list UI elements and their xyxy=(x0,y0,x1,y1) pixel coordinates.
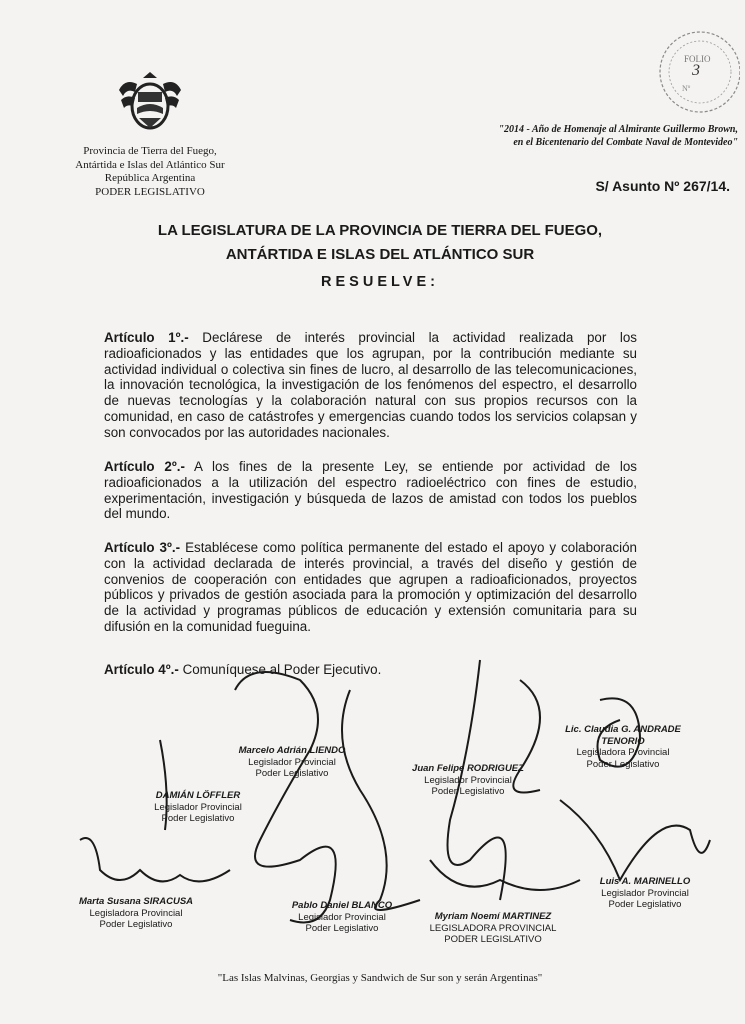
signatory-role: Legislador Provincial xyxy=(248,756,336,768)
signatory-name: Lic. Claudia G. ANDRADE TENORIO xyxy=(565,724,681,747)
signatory-body: Poder Legislativo xyxy=(608,899,682,910)
signatory-name: Myriam Noemí MARTINEZ xyxy=(434,911,552,922)
signatory-block xyxy=(272,900,412,935)
article-label: Artículo 3º.- xyxy=(104,540,181,555)
signatory-role: Legislador Provincial xyxy=(424,774,512,786)
signatory-name: DAMIÁN LÖFFLER xyxy=(155,790,241,801)
signatory-name: Marcelo Adrián LIENDO xyxy=(238,745,346,756)
signatory-role: LEGISLADORA PROVINCIAL xyxy=(429,922,557,934)
signatory-role: Legislador Provincial xyxy=(154,801,242,813)
resuelve-heading: RESUELVE: xyxy=(321,274,439,290)
article-text: A los fines de la presente Ley, se entiende por actividad de los radioaficionados a la utilización del espectro radioeléctrico con fines de estudio, experimentación, investigación y búsqueda de lazos de amistad con todos los pueblos del mundo. xyxy=(104,459,637,522)
article-4 xyxy=(104,662,637,678)
signatory-name: Marta Susana SIRACUSA xyxy=(78,896,194,907)
signatory-body: Poder Legislativo xyxy=(586,758,660,770)
signatory-block xyxy=(580,876,710,911)
signatory-block xyxy=(222,745,362,780)
coat-of-arms-emblem xyxy=(115,70,185,142)
province-line: Antártida e Islas del Atlántico Sur xyxy=(75,158,225,171)
signatory-block xyxy=(548,724,698,770)
article-3 xyxy=(104,540,637,635)
signatory-body: Poder Legislativo xyxy=(255,768,329,779)
resolution-title-line1: LA LEGISLATURA DE LA PROVINCIA DE TIERRA DEL FUEGO, xyxy=(157,222,603,239)
signatory-name: Juan Felipe RODRIGUEZ xyxy=(412,763,524,774)
signatory-name: Pablo Daniel BLANCO xyxy=(291,900,393,911)
year-motto xyxy=(420,123,738,149)
article-text: Establécese como política permanente del estado el apoyo y colaboración con la actividad declarada de interés provincial, a través del diseño y gestión de convenios de cooperación con entidades que agrupen a radioaficionados, proyectos públicos y privados de gestión asociada para la promoción y optimización del desarrollo de la actividad y programas públicos de educación y extensión comunitaria para su difusión en la comunidad fueguina. xyxy=(104,540,637,634)
signatory-role: Legislador Provincial xyxy=(601,887,689,899)
article-1 xyxy=(104,330,637,441)
signatory-body: Poder Legislativo xyxy=(99,919,173,930)
signatory-block xyxy=(66,896,206,931)
footer-malvinas-note: "Las Islas Malvinas, Georgias y Sandwich de Sur son y serán Argentinas" xyxy=(217,972,543,984)
signatory-role: Legisladora Provincial xyxy=(89,907,183,919)
province-line: República Argentina xyxy=(104,172,196,184)
signatory-block xyxy=(128,790,268,825)
province-letterhead xyxy=(55,145,245,199)
asunto-number: S/ Asunto Nº 267/14. xyxy=(595,178,730,194)
motto-line: en el Bicentenario del Combate Naval de Montevideo" xyxy=(513,137,738,148)
signatory-role: Legislador Provincial xyxy=(298,911,386,923)
resolution-title-line2: ANTÁRTIDA E ISLAS DEL ATLÁNTICO SUR xyxy=(225,246,535,263)
stamp-number: 3 xyxy=(692,62,700,79)
signatory-name: Luis A. MARINELLO xyxy=(599,876,691,887)
stamp-sub: Nº xyxy=(682,84,691,93)
stamp-label: FOLIO xyxy=(684,54,711,64)
signatory-body: PODER LEGISLATIVO xyxy=(444,934,542,945)
province-line: PODER LEGISLATIVO xyxy=(95,185,205,198)
article-2 xyxy=(104,459,637,522)
article-label: Artículo 1º.- xyxy=(104,330,189,345)
province-line: Provincia de Tierra del Fuego, xyxy=(83,145,217,157)
motto-line: "2014 - Año de Homenaje al Almirante Guillermo Brown, xyxy=(498,124,738,135)
signatory-block xyxy=(398,763,538,798)
article-text: Comuníquese al Poder Ejecutivo. xyxy=(182,662,382,677)
signatory-role: Legisladora Provincial xyxy=(576,747,670,758)
article-label: Artículo 2º.- xyxy=(104,459,185,474)
article-text: Declárese de interés provincial la actividad realizada por los radioaficionados y las entidades que los agrupan, por la contribución mediante su actividad individual o colectiva sin fines de lucro, al desarrollo de las telecomunicaciones, la innovación tecnológica, la investigación de los fenómenos del espectro, el desarrollo de nuevas tecnologías y la colaboración natural con sus propios recursos con la comunidad, en caso de catástrofes y emergencias cuando todos los servicios colapsan y son convocados por las autoridades nacionales. xyxy=(104,330,638,440)
article-label: Artículo 4º.- xyxy=(104,662,179,677)
signatory-body: Poder Legislativo xyxy=(161,813,235,824)
signatory-body: Poder Legislativo xyxy=(431,786,505,797)
signatory-body: Poder Legislativo xyxy=(305,923,379,934)
folio-stamp xyxy=(648,20,740,120)
signatory-block xyxy=(418,911,568,946)
